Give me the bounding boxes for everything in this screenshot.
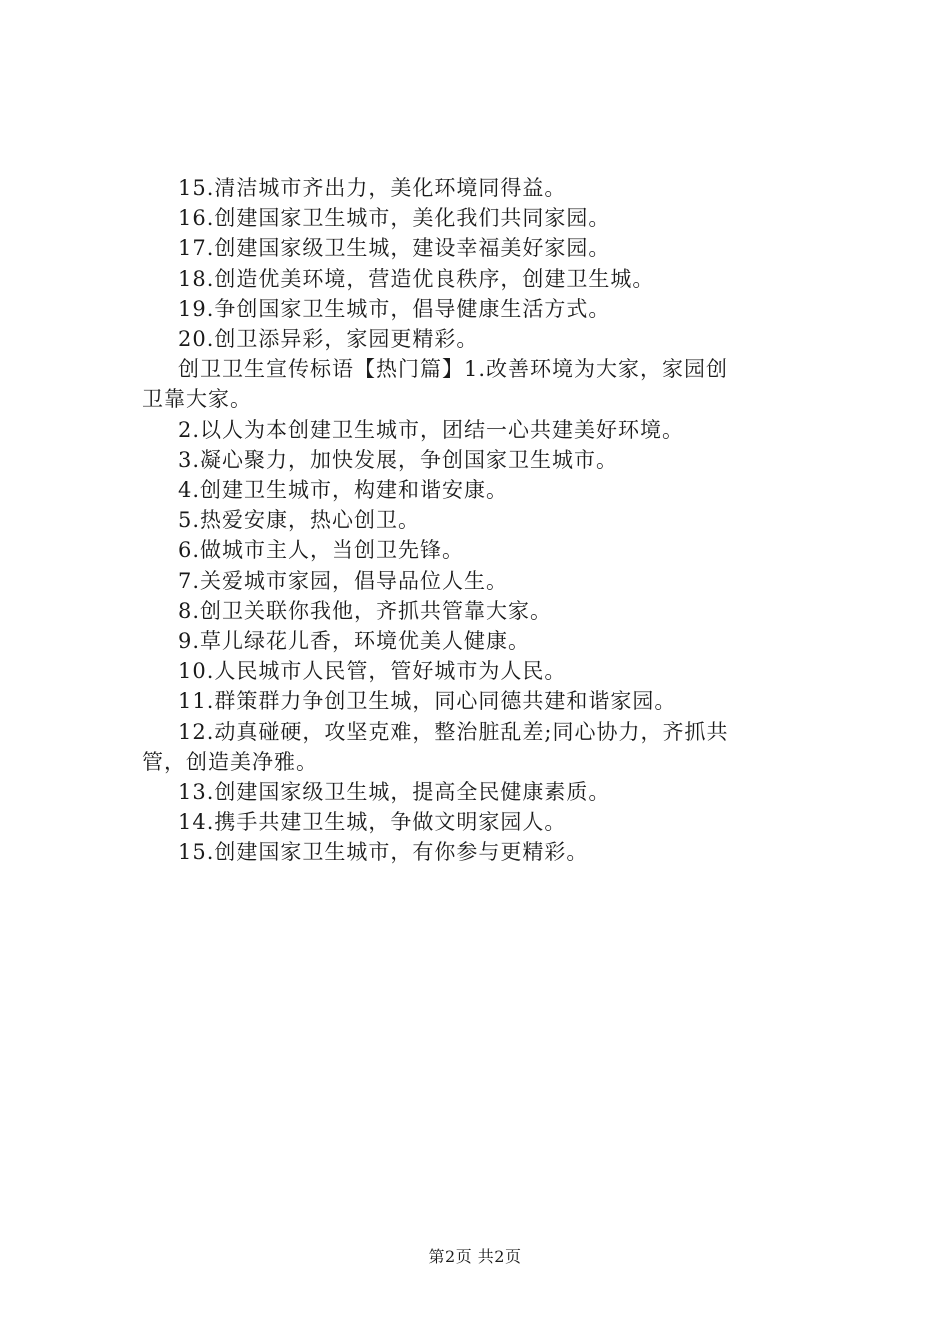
slogan-line: 3.凝心聚力，加快发展，争创国家卫生城市。 bbox=[178, 447, 619, 472]
slogan-line: 7.关爱城市家园，倡导品位人生。 bbox=[178, 568, 509, 593]
section-heading-continuation: 卫靠大家。 bbox=[142, 387, 252, 412]
slogan-continuation: 管，创造美净雅。 bbox=[142, 749, 318, 774]
slogan-line: 20.创卫添异彩，家园更精彩。 bbox=[178, 327, 479, 352]
slogan-line: 5.热爱安康，热心创卫。 bbox=[178, 508, 421, 533]
section-heading-paragraph bbox=[142, 354, 834, 414]
slogan-line: 14.携手共建卫生城，争做文明家园人。 bbox=[178, 810, 567, 835]
section-heading-line: 创卫卫生宣传标语【热门篇】1.改善环境为大家，家园创 bbox=[178, 357, 729, 382]
slogan-paragraph bbox=[142, 717, 834, 777]
slogan-line: 6.做城市主人，当创卫先锋。 bbox=[178, 538, 465, 563]
slogan-line: 11.群策群力争创卫生城，同心同德共建和谐家园。 bbox=[178, 689, 677, 714]
slogan-line: 13.创建国家级卫生城，提高全民健康素质。 bbox=[178, 780, 611, 805]
slogan-line: 9.草儿绿花儿香，环境优美人健康。 bbox=[178, 629, 531, 654]
slogan-line: 10.人民城市人民管，管好城市为人民。 bbox=[178, 659, 567, 684]
slogan-line: 12.动真碰硬，攻坚克难，整治脏乱差;同心协力，齐抓共 bbox=[178, 719, 729, 744]
document-body bbox=[142, 173, 834, 868]
slogan-line: 17.创建国家级卫生城，建设幸福美好家园。 bbox=[178, 236, 611, 261]
slogan-line: 2.以人为本创建卫生城市，团结一心共建美好环境。 bbox=[178, 417, 685, 442]
slogan-line: 8.创卫关联你我他，齐抓共管靠大家。 bbox=[178, 598, 553, 623]
slogan-line: 19.争创国家卫生城市，倡导健康生活方式。 bbox=[178, 296, 611, 321]
slogan-line: 15.清洁城市齐出力，美化环境同得益。 bbox=[178, 176, 567, 200]
slogan-line: 15.创建国家卫生城市，有你参与更精彩。 bbox=[178, 840, 589, 865]
slogan-line: 18.创造优美环境，营造优良秩序，创建卫生城。 bbox=[178, 266, 655, 291]
slogan-line: 4.创建卫生城市，构建和谐安康。 bbox=[178, 478, 509, 503]
page-number-footer: 第2页 共2页 bbox=[428, 1247, 522, 1266]
slogan-line: 16.创建国家卫生城市，美化我们共同家园。 bbox=[178, 206, 611, 231]
